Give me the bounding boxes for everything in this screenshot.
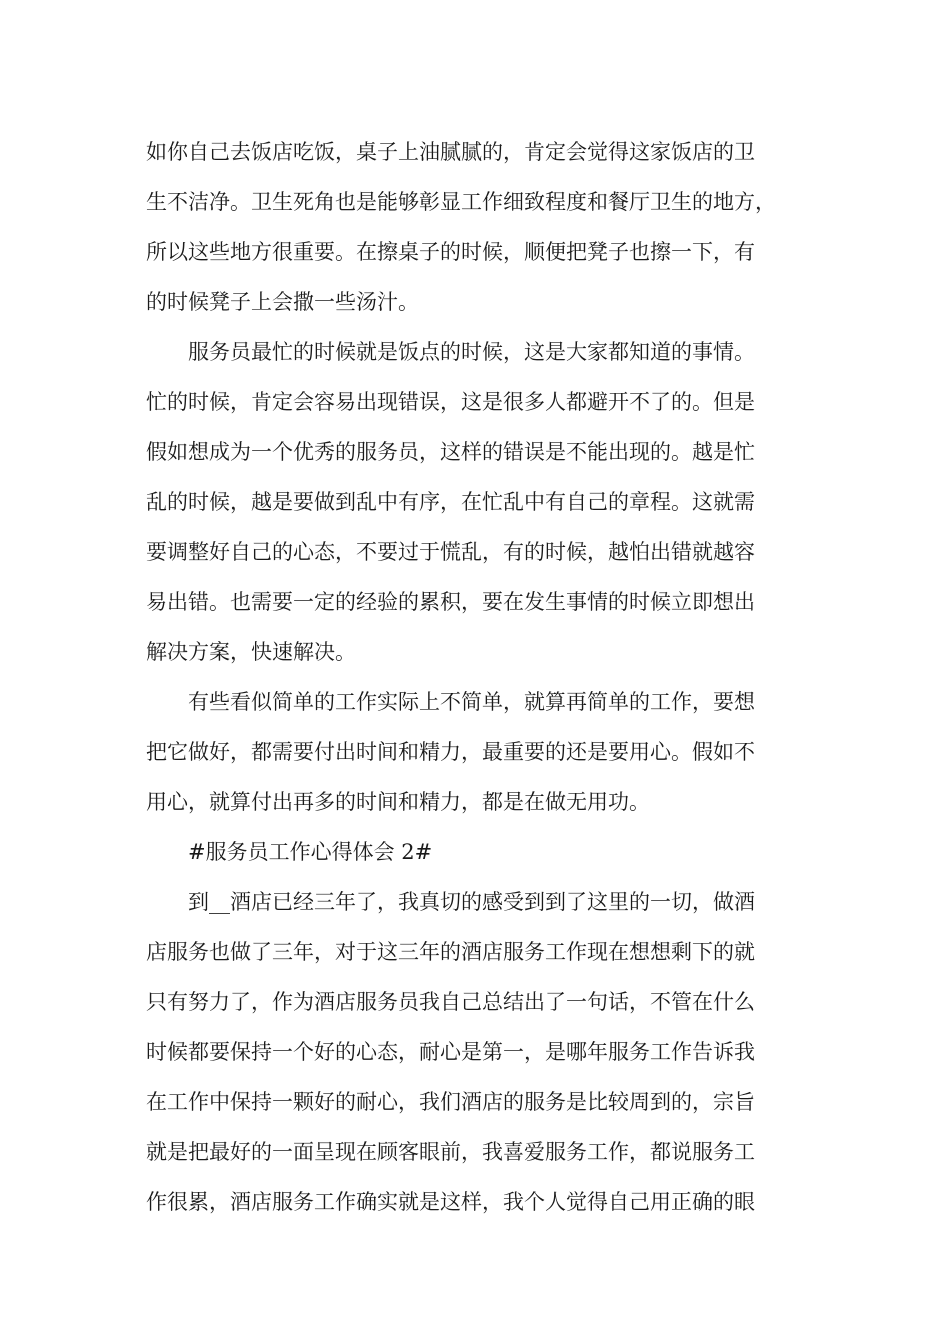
text-line: 店服务也做了三年，对于这三年的酒店服务工作现在想想剩下的就: [146, 940, 755, 964]
text-line: 到__酒店已经三年了，我真切的感受到到了这里的一切，做酒: [188, 890, 755, 914]
text-line: 在工作中保持一颗好的耐心，我们酒店的服务是比较周到的，宗旨: [146, 1090, 755, 1114]
text-line: 有些看似简单的工作实际上不简单，就算再简单的工作，要想: [188, 690, 755, 714]
text-line: 易出错。也需要一定的经验的累积，要在发生事情的时候立即想出: [146, 590, 755, 614]
text-line: 作很累，酒店服务工作确实就是这样，我个人觉得自己用正确的眼: [146, 1190, 755, 1214]
text-line: 生不洁净。卫生死角也是能够彰显工作细致程度和餐厅卫生的地方，: [146, 190, 776, 214]
text-line: 服务员最忙的时候就是饭点的时候，这是大家都知道的事情。: [188, 340, 755, 364]
text-line: 就是把最好的一面呈现在顾客眼前，我喜爱服务工作，都说服务工: [146, 1140, 755, 1164]
text-line: 假如想成为一个优秀的服务员，这样的错误是不能出现的。越是忙: [146, 440, 755, 464]
text-line: 乱的时候，越是要做到乱中有序，在忙乱中有自己的章程。这就需: [146, 490, 755, 514]
text-line: 所以这些地方很重要。在擦桌子的时候，顺便把凳子也擦一下，有: [146, 240, 755, 264]
text-line: 解决方案，快速解决。: [146, 640, 356, 664]
text-line: 把它做好，都需要付出时间和精力，最重要的还是要用心。假如不: [146, 740, 755, 764]
text-line: 忙的时候，肯定会容易出现错误，这是很多人都避开不了的。但是: [146, 390, 755, 414]
text-line: 用心，就算付出再多的时间和精力，都是在做无用功。: [146, 790, 650, 814]
text-line: 要调整好自己的心态，不要过于慌乱，有的时候，越怕出错就越容: [146, 540, 755, 564]
text-line: 只有努力了，作为酒店服务员我自己总结出了一句话，不管在什么: [146, 990, 755, 1014]
text-line: 时候都要保持一个好的心态，耐心是第一，是哪年服务工作告诉我: [146, 1040, 755, 1064]
text-line: 的时候凳子上会撒一些汤汁。: [146, 290, 419, 314]
section-heading: #服务员工作心得体会 2#: [188, 840, 433, 864]
text-line: 如你自己去饭店吃饭，桌子上油腻腻的，肯定会觉得这家饭店的卫: [146, 140, 755, 164]
